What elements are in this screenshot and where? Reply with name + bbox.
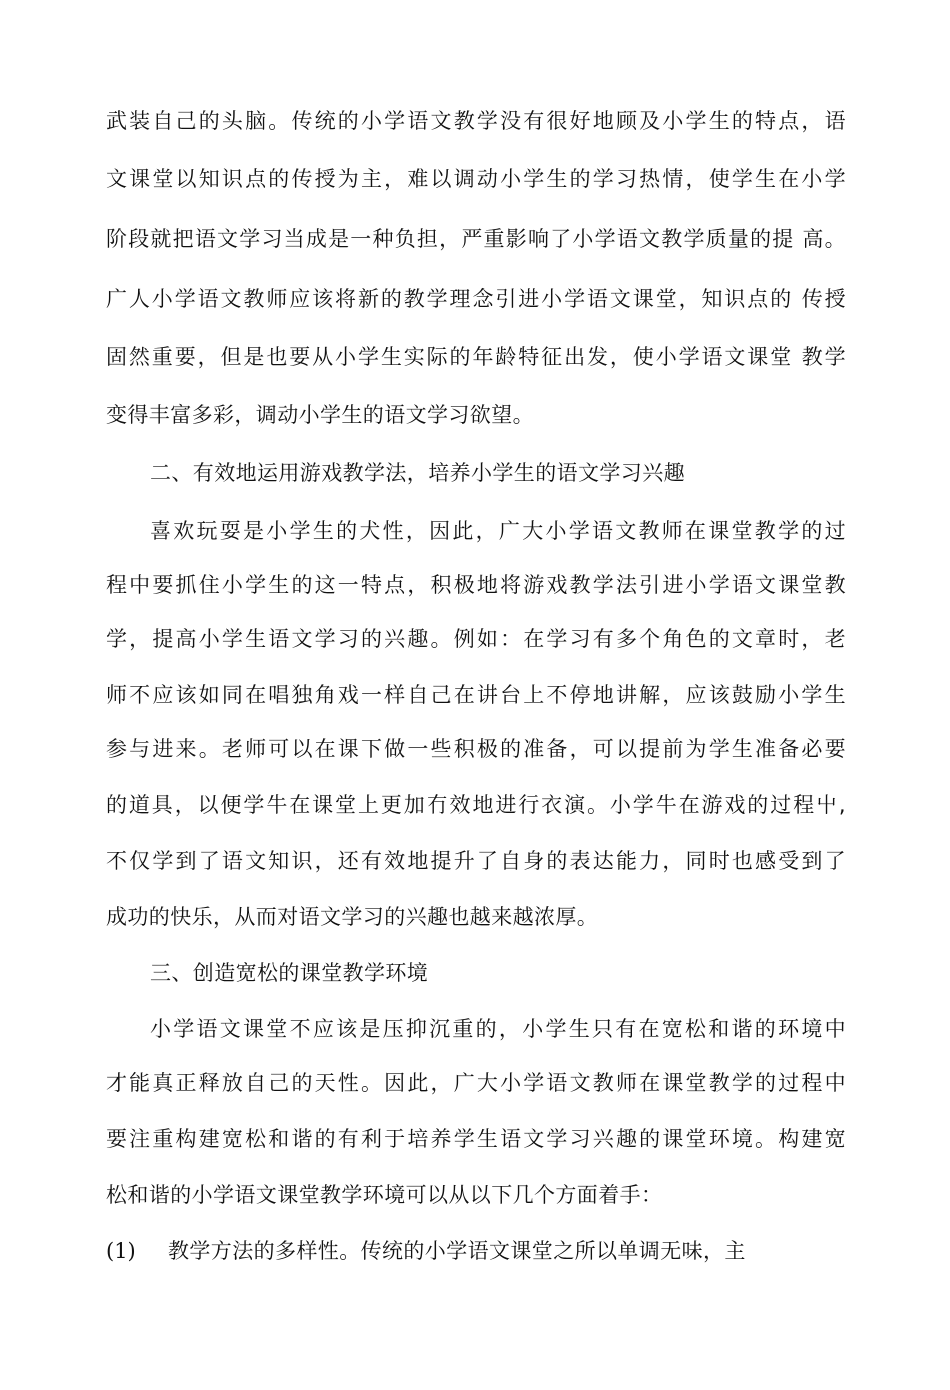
paragraph-line: 松和谐的小学语文课堂教学环境可以从以下几个方面着手： — [106, 1183, 663, 1207]
paragraph-line: 成功的快乐，从而对语文学习的兴趣也越来越浓厚。 — [106, 905, 599, 929]
paragraph-line: 才能真正释放自己的天性。因此，广大小学语文教师在课堂教学的过程中 — [106, 1071, 846, 1095]
paragraph-line: 文课堂以知识点的传授为主，难以调动小学生的学习热情，使学生在小学 — [106, 167, 846, 191]
paragraph-line: 的道具，以便学牛在课堂上更加冇效地进行衣演。小学牛在游戏的过程屮, — [106, 793, 846, 817]
paragraph-line: 武装自己的头脑。传统的小学语文教学没有很好地顾及小学生的特点，语 — [106, 109, 846, 133]
paragraph-line: 固然重要，但是也要从小学生实际的年龄特征出发，使小学语文课堂 教学 — [106, 345, 846, 369]
list-item-number: (1) — [106, 1239, 136, 1263]
paragraph-line: 广人小学语文教师应该将新的教学理念引进小学语文课堂，知识点的 传授 — [106, 287, 846, 311]
paragraph-line: 要注重构建宽松和谐的有利于培养学生语文学习兴趣的课堂环境。构建宽 — [106, 1127, 846, 1151]
paragraph-line: 程中要抓住小学生的这一特点，积极地将游戏教学法引进小学语文课堂教 — [106, 573, 846, 597]
paragraph-line: 阶段就把语文学习当成是一种负担，严重影响了小学语文教学质量的提 高。 — [106, 227, 846, 251]
section-heading: 二、有效地运用游戏教学法，培养小学生的语文学习兴趣 — [150, 461, 685, 485]
paragraph-line: 师不应该如同在唱独角戏一样自己在讲台上不停地讲解，应该鼓励小学生 — [106, 683, 846, 707]
paragraph-line: 不仅学到了语文知识，还有效地提升了自身的表达能力，同时也感受到了 — [106, 849, 846, 873]
paragraph-line: 参与进来。老师可以在课下做一些积极的准备，可以提前为学生准备必要 — [106, 737, 846, 761]
paragraph-line: 小学语文课堂不应该是压抑沉重的，小学生只有在宽松和谐的环境中 — [150, 1017, 846, 1041]
section-heading: 三、创造宽松的课堂教学环境 — [150, 961, 429, 985]
paragraph-line: 学，提高小学生语文学习的兴趣。例如：在学习有多个角色的文章时，老 — [106, 627, 846, 651]
paragraph-line: 喜欢玩耍是小学生的犬性，因此，广大小学语文教师在课堂教学的过 — [150, 519, 846, 543]
list-item-text: 教学方法的多样性。传统的小学语文课堂之所以单调无味，主 — [168, 1239, 746, 1263]
paragraph-line: 变得丰富多彩，调动小学生的语文学习欲望。 — [106, 403, 534, 427]
